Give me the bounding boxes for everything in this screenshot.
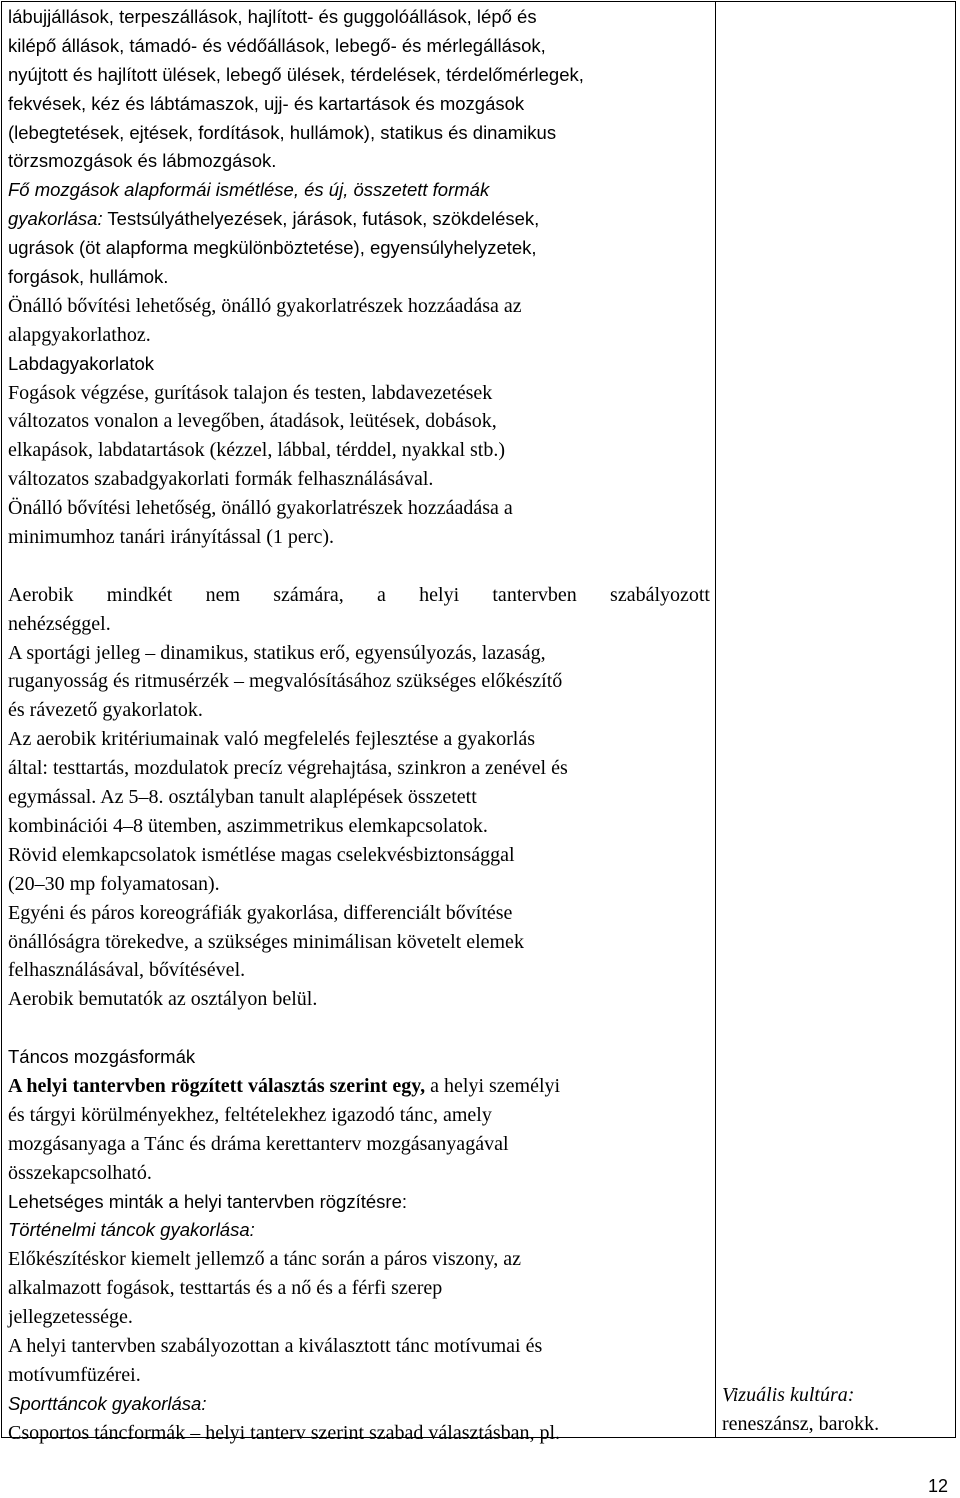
text-line: Csoportos táncformák – helyi tanterv szerint szabad választásban, pl.: [8, 1421, 561, 1444]
text-line: változatos szabadgyakorlati formák felhasználásával.: [8, 468, 434, 491]
column-divider: [715, 2, 716, 1437]
text-line: motívumfüzérei.: [8, 1363, 141, 1386]
text-line: Aerobik mindkét nem számára, a helyi tantervben szabályozott: [8, 583, 710, 606]
text-line: mozgásanyaga a Tánc és dráma kerettanterv mozgásanyagával: [8, 1132, 509, 1155]
text-line: Előkészítéskor kiemelt jellemző a tánc során a páros viszony, az: [8, 1248, 521, 1271]
text-line: minimumhoz tanári irányítással (1 perc).: [8, 526, 335, 549]
text-line: jellegzetessége.: [8, 1306, 133, 1329]
paragraph-gap: [8, 552, 710, 581]
text-line: Történelmi táncok gyakorlása:: [8, 1219, 255, 1241]
text-line: forgások, hullámok.: [8, 266, 169, 288]
text-line: Egyéni és páros koreográfiák gyakorlása, differenciált bővítése: [8, 901, 513, 924]
text-line: fekvések, kéz és lábtámaszok, ujj- és kartartások és mozgások: [8, 92, 525, 114]
text-line: ruganyosság és ritmusérzék – megvalósításához szükséges előkészítő: [8, 670, 563, 693]
text-line: (20–30 mp folyamatosan).: [8, 872, 220, 895]
text-line: Lehetséges minták a helyi tantervben rögzítésre:: [8, 1190, 408, 1212]
text-line: Önálló bővítési lehetőség, önálló gyakorlatrészek hozzáadása az: [8, 294, 522, 317]
text-line: és tárgyi körülményekhez, feltételekhez igazodó tánc, amely: [8, 1103, 492, 1126]
main-content-cell: [8, 3, 710, 1448]
text-line: gyakorlása: Testsúlyáthelyezések, járások, futások, szökdelések,: [8, 208, 540, 230]
text-line: törzsmozgások és lábmozgások.: [8, 150, 277, 172]
text-line: (lebegtetések, ejtések, fordítások, hullámok), statikus és dinamikus: [8, 121, 557, 143]
side-note-label: Vizuális kultúra:: [722, 1384, 855, 1406]
text-line: egymással. Az 5–8. osztályban tanult alaplépések összetett: [8, 786, 477, 809]
text-line: alapgyakorlathoz.: [8, 323, 151, 346]
text-line: önállóságra törekedve, a szükséges minimálisan követelt elemek: [8, 930, 524, 953]
side-note-cell: [722, 1381, 952, 1439]
text-line: nyújtott és hajlított ülések, lebegő ülések, térdelések, térdelőmérlegek,: [8, 63, 584, 85]
text-line: összekapcsolható.: [8, 1161, 152, 1184]
text-line: Az aerobik kritériumainak való megfelelés fejlesztése a gyakorlás: [8, 728, 535, 751]
page-number: 12: [927, 1476, 948, 1496]
text-line: Önálló bővítési lehetőség, önálló gyakorlatrészek hozzáadása a: [8, 497, 513, 520]
text-line: Táncos mozgásformák: [8, 1046, 196, 1068]
side-note-text: reneszánsz, barokk.: [722, 1412, 880, 1435]
text-line: Aerobik bemutatók az osztályon belül.: [8, 988, 318, 1011]
text-line: A helyi tantervben szabályozottan a kiválasztott tánc motívumai és: [8, 1334, 543, 1357]
text-line: és rávezető gyakorlatok.: [8, 699, 203, 722]
text-line: ugrások (öt alapforma megkülönböztetése), egyensúlyhelyzetek,: [8, 237, 537, 259]
text-line: felhasználásával, bővítésével.: [8, 959, 246, 982]
text-line: lábujjállások, terpeszállások, hajlított- és guggolóállások, lépő és: [8, 6, 537, 27]
text-line: Rövid elemkapcsolatok ismétlése magas cselekvésbiztonsággal: [8, 843, 515, 866]
text-line: A helyi tantervben rögzített választás szerint egy, a helyi személyi: [8, 1074, 561, 1097]
text-line: Fő mozgások alapformái ismétlése, és új, összetett formák: [8, 179, 490, 201]
text-line: alkalmazott fogások, testtartás és a nő és a férfi szerep: [8, 1277, 443, 1300]
text-line: A sportági jelleg – dinamikus, statikus erő, egyensúlyozás, lazaság,: [8, 641, 546, 664]
text-line: kilépő állások, támadó- és védőállások, lebegő- és mérlegállások,: [8, 34, 546, 56]
text-line: Labdagyakorlatok: [8, 352, 155, 374]
text-line: változatos vonalon a levegőben, átadások, leütések, dobások,: [8, 410, 497, 433]
text-line: Fogások végzése, gurítások talajon és testen, labdavezetések: [8, 381, 493, 404]
text-line: elkapások, labdatartások (kézzel, lábbal, térddel, nyakkal stb.): [8, 439, 506, 462]
text-line: kombinációi 4–8 ütemben, aszimmetrikus elemkapcsolatok.: [8, 814, 488, 837]
text-line: által: testtartás, mozdulatok precíz végrehajtása, szinkron a zenével és: [8, 757, 568, 780]
text-line: Sporttáncok gyakorlása:: [8, 1392, 207, 1414]
paragraph-gap: [8, 1014, 710, 1043]
text-line: nehézséggel.: [8, 612, 111, 635]
